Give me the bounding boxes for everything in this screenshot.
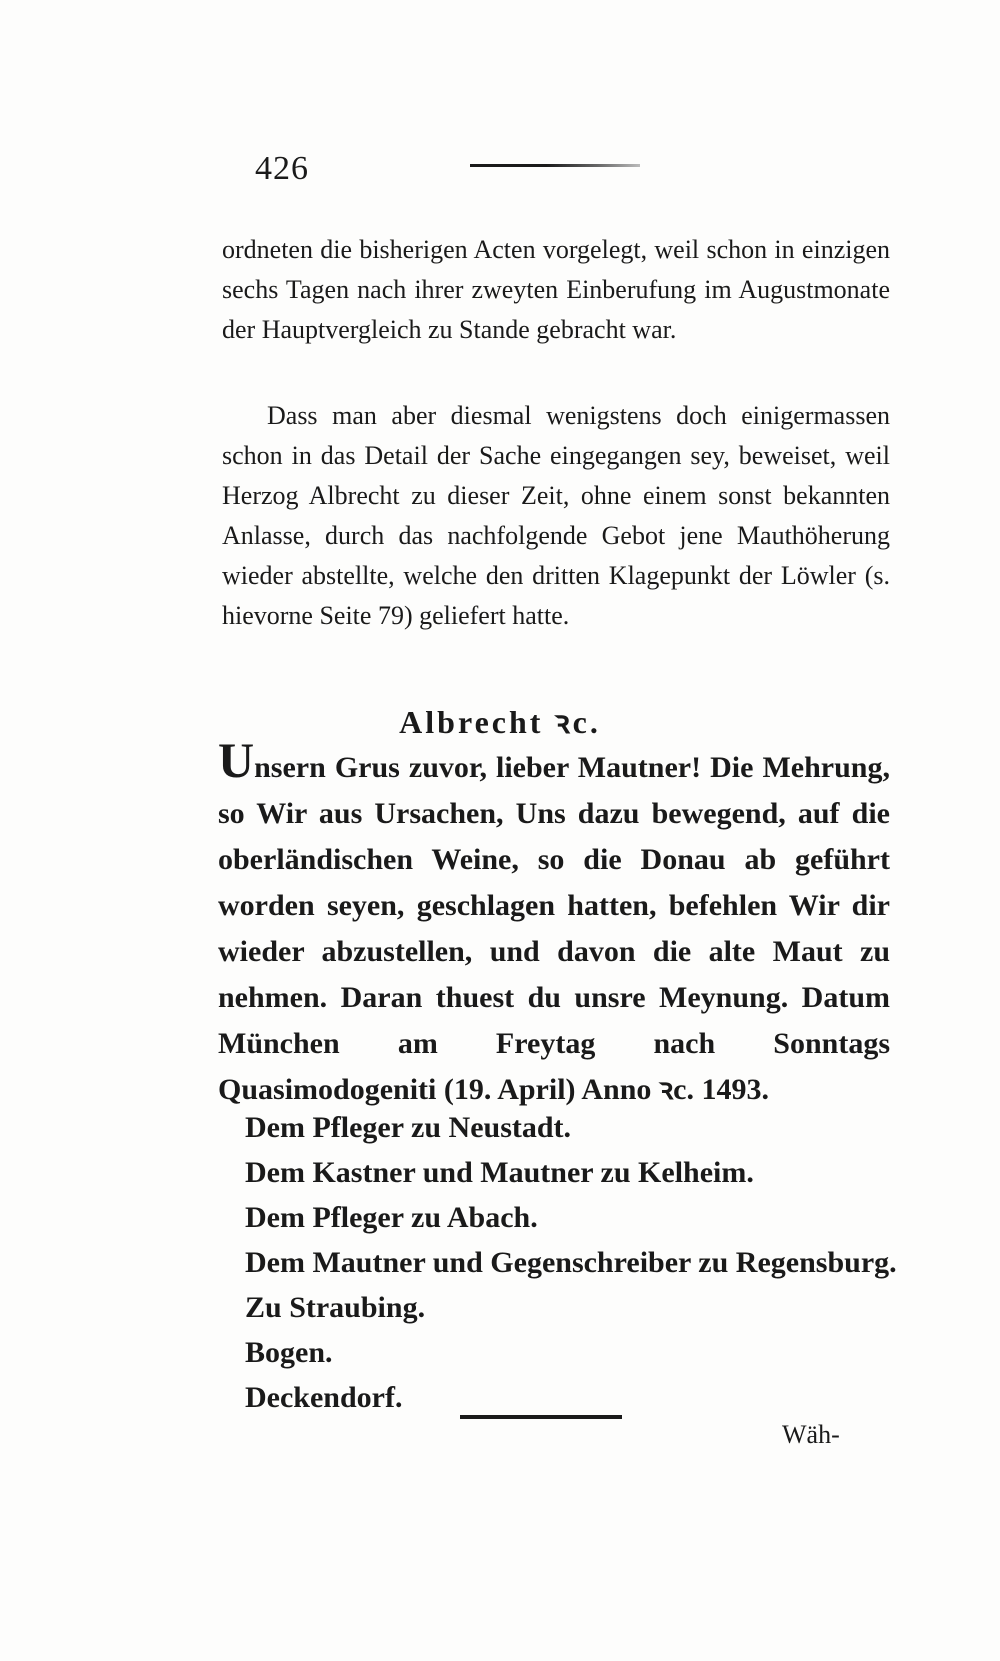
footer-rule (460, 1415, 622, 1419)
recipient-item: Dem Pfleger zu Abach. (245, 1201, 538, 1234)
recipient-item: Zu Straubing. (245, 1291, 426, 1324)
letter-body (218, 732, 890, 1113)
letter-text: nsern Grus zuvor, lieber Mautner! Die Mehrung, so Wir aus Ursachen, Uns dazu bewegend, auf die oberländischen Weine, so die Donau ab geführt worden seyen, geschlagen hatten, befehlen Wir dir wieder abzustellen, und davon die alte Maut zu nehmen. Daran thuest du unsre Meynung. Datum München am Freytag nach Sonntags Quasimodogeniti (19. April) Anno ꝛc. 1493. (218, 751, 890, 1106)
letter-heading: Albrecht ꝛc. (399, 704, 601, 740)
recipient-list (245, 1105, 895, 1420)
catchword: Wäh- (782, 1420, 840, 1449)
header-rule (470, 164, 640, 167)
recipient-item: Dem Pfleger zu Neustadt. (245, 1111, 572, 1144)
letter-initial: U (218, 732, 255, 788)
recipient-item: Dem Mautner und Gegenschreiber zu Regensburg. (245, 1246, 897, 1279)
intro-paragraph-2: Dass man aber diesmal wenigstens doch einigermassen schon in das Detail der Sache eingegangen sey, beweiset, weil Herzog Albrecht zu dieser Zeit, ohne einem sonst bekannten Anlasse, durch das nachfolgende Gebot jene Mauthöherung wieder abstellte, welche den dritten Klagepunkt der Löwler (s. hievorne Seite 79) geliefert hatte. (222, 401, 890, 630)
intro-paragraph-1: ordneten die bisherigen Acten vorgelegt, weil schon in einzigen sechs Tagen nach ihrer zweyten Einberufung im Augustmonate der Hauptvergleich zu Stande gebracht war. (222, 235, 890, 344)
recipient-item: Bogen. (245, 1336, 333, 1369)
page-number: 426 (255, 150, 309, 187)
recipient-item: Dem Kastner und Mautner zu Kelheim. (245, 1156, 754, 1189)
recipient-item: Deckendorf. (245, 1381, 403, 1414)
